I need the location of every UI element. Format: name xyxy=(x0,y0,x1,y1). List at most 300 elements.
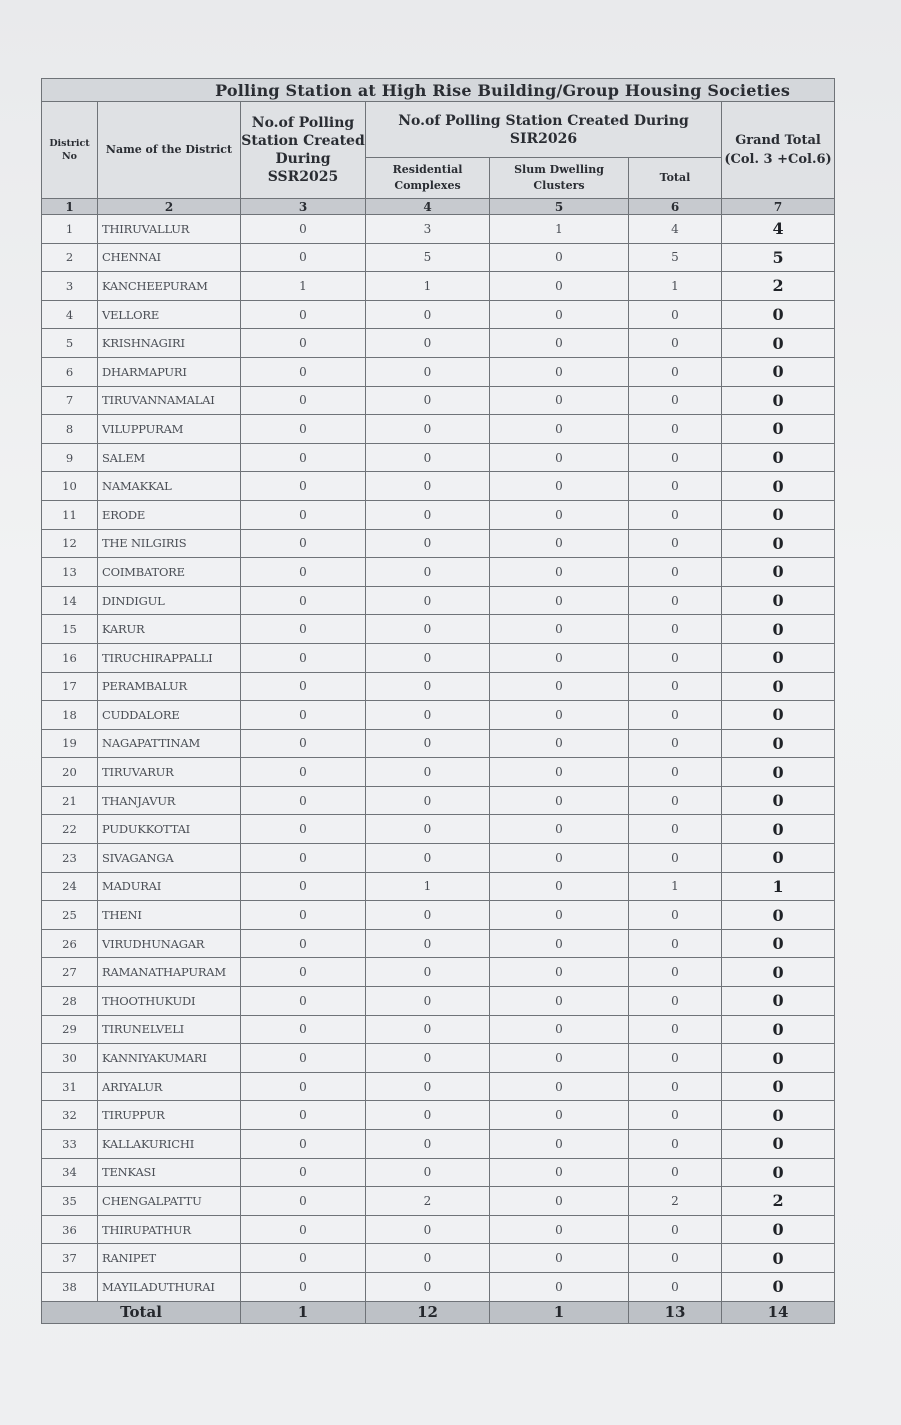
district-no-cell: 1 xyxy=(42,215,98,244)
grand-total-cell: 0 xyxy=(722,672,835,701)
district-no-cell: 21 xyxy=(42,786,98,815)
residential-cell: 0 xyxy=(366,729,490,758)
slum-cell: 0 xyxy=(490,701,629,730)
ssr2025-cell: 0 xyxy=(241,1272,366,1301)
district-no-cell: 32 xyxy=(42,1101,98,1130)
totals-grand: 14 xyxy=(722,1301,835,1323)
table-row xyxy=(42,586,835,615)
grand-total-cell: 0 xyxy=(722,529,835,558)
slum-cell: 0 xyxy=(490,1101,629,1130)
district-name-cell: THE NILGIRIS xyxy=(98,529,241,558)
slum-cell: 0 xyxy=(490,615,629,644)
total-cell: 1 xyxy=(629,872,722,901)
residential-cell: 0 xyxy=(366,929,490,958)
ssr2025-cell: 0 xyxy=(241,1072,366,1101)
slum-cell: 0 xyxy=(490,386,629,415)
district-name-cell: ERODE xyxy=(98,500,241,529)
district-name-cell: SALEM xyxy=(98,443,241,472)
table-row xyxy=(42,987,835,1016)
total-cell: 2 xyxy=(629,1187,722,1216)
totals-residential: 12 xyxy=(366,1301,490,1323)
total-cell: 0 xyxy=(629,1244,722,1273)
total-cell: 0 xyxy=(629,958,722,987)
table-row xyxy=(42,929,835,958)
table-row xyxy=(42,300,835,329)
table-row xyxy=(42,415,835,444)
column-number: 7 xyxy=(722,199,835,215)
grand-total-cell: 0 xyxy=(722,586,835,615)
total-cell: 0 xyxy=(629,987,722,1016)
grand-total-cell: 0 xyxy=(722,1244,835,1273)
grand-total-cell: 0 xyxy=(722,500,835,529)
slum-cell: 0 xyxy=(490,929,629,958)
column-number: 1 xyxy=(42,199,98,215)
residential-cell: 1 xyxy=(366,872,490,901)
grand-total-cell: 0 xyxy=(722,929,835,958)
residential-cell: 0 xyxy=(366,443,490,472)
slum-cell: 0 xyxy=(490,243,629,272)
district-no-cell: 16 xyxy=(42,643,98,672)
district-no-cell: 6 xyxy=(42,357,98,386)
district-name-cell: ARIYALUR xyxy=(98,1072,241,1101)
residential-cell: 0 xyxy=(366,844,490,873)
residential-cell: 0 xyxy=(366,615,490,644)
grand-total-cell: 0 xyxy=(722,958,835,987)
column-number: 5 xyxy=(490,199,629,215)
table-row xyxy=(42,357,835,386)
total-cell: 0 xyxy=(629,357,722,386)
ssr2025-cell: 0 xyxy=(241,1015,366,1044)
table-row xyxy=(42,672,835,701)
total-cell: 1 xyxy=(629,272,722,301)
totals-row xyxy=(42,1301,835,1323)
table-row xyxy=(42,386,835,415)
ssr2025-cell: 0 xyxy=(241,929,366,958)
header-grand-total: Grand Total (Col. 3 +Col.6) xyxy=(722,102,835,199)
ssr2025-cell: 0 xyxy=(241,529,366,558)
total-cell: 0 xyxy=(629,300,722,329)
residential-cell: 0 xyxy=(366,643,490,672)
district-name-cell: TIRUNELVELI xyxy=(98,1015,241,1044)
slum-cell: 0 xyxy=(490,1215,629,1244)
residential-cell: 0 xyxy=(366,901,490,930)
slum-cell: 0 xyxy=(490,1272,629,1301)
total-cell: 0 xyxy=(629,558,722,587)
slum-cell: 0 xyxy=(490,1187,629,1216)
slum-cell: 0 xyxy=(490,758,629,787)
slum-cell: 0 xyxy=(490,1072,629,1101)
slum-cell: 0 xyxy=(490,1244,629,1273)
table-row xyxy=(42,1215,835,1244)
table-row xyxy=(42,1101,835,1130)
ssr2025-cell: 0 xyxy=(241,1101,366,1130)
grand-total-cell: 0 xyxy=(722,472,835,501)
district-name-cell: MADURAI xyxy=(98,872,241,901)
district-no-cell: 20 xyxy=(42,758,98,787)
district-no-cell: 3 xyxy=(42,272,98,301)
residential-cell: 0 xyxy=(366,1158,490,1187)
total-cell: 0 xyxy=(629,844,722,873)
slum-cell: 0 xyxy=(490,1015,629,1044)
district-no-cell: 8 xyxy=(42,415,98,444)
ssr2025-cell: 0 xyxy=(241,500,366,529)
grand-total-cell: 5 xyxy=(722,243,835,272)
residential-cell: 0 xyxy=(366,958,490,987)
district-no-cell: 9 xyxy=(42,443,98,472)
total-cell: 0 xyxy=(629,929,722,958)
grand-total-cell: 0 xyxy=(722,329,835,358)
total-cell: 0 xyxy=(629,415,722,444)
district-no-cell: 38 xyxy=(42,1272,98,1301)
slum-cell: 0 xyxy=(490,300,629,329)
district-name-cell: KALLAKURICHI xyxy=(98,1130,241,1159)
grand-total-cell: 0 xyxy=(722,901,835,930)
district-no-cell: 24 xyxy=(42,872,98,901)
district-name-cell: RAMANATHAPURAM xyxy=(98,958,241,987)
district-no-cell: 36 xyxy=(42,1215,98,1244)
totals-slum: 1 xyxy=(490,1301,629,1323)
table-row xyxy=(42,872,835,901)
column-number: 6 xyxy=(629,199,722,215)
district-no-cell: 22 xyxy=(42,815,98,844)
district-no-cell: 25 xyxy=(42,901,98,930)
table-row xyxy=(42,1072,835,1101)
ssr2025-cell: 0 xyxy=(241,672,366,701)
total-cell: 0 xyxy=(629,643,722,672)
district-no-cell: 14 xyxy=(42,586,98,615)
ssr2025-cell: 0 xyxy=(241,1244,366,1273)
grand-total-cell: 0 xyxy=(722,701,835,730)
ssr2025-cell: 0 xyxy=(241,844,366,873)
residential-cell: 0 xyxy=(366,1215,490,1244)
totals-ssr: 1 xyxy=(241,1301,366,1323)
slum-cell: 0 xyxy=(490,872,629,901)
district-no-cell: 31 xyxy=(42,1072,98,1101)
grand-total-cell: 0 xyxy=(722,558,835,587)
grand-total-cell: 2 xyxy=(722,272,835,301)
table-row xyxy=(42,272,835,301)
district-name-cell: KRISHNAGIRI xyxy=(98,329,241,358)
ssr2025-cell: 0 xyxy=(241,357,366,386)
total-cell: 0 xyxy=(629,786,722,815)
residential-cell: 0 xyxy=(366,1272,490,1301)
ssr2025-cell: 0 xyxy=(241,215,366,244)
grand-total-cell: 0 xyxy=(722,729,835,758)
grand-total-cell: 0 xyxy=(722,1158,835,1187)
ssr2025-cell: 0 xyxy=(241,1130,366,1159)
column-number-row xyxy=(42,199,835,215)
ssr2025-cell: 0 xyxy=(241,758,366,787)
header-sir2026-group: No.of Polling Station Created During SIR2026 xyxy=(366,102,722,158)
residential-cell: 0 xyxy=(366,786,490,815)
district-no-cell: 23 xyxy=(42,844,98,873)
residential-cell: 0 xyxy=(366,357,490,386)
district-name-cell: VELLORE xyxy=(98,300,241,329)
grand-total-cell: 4 xyxy=(722,215,835,244)
slum-cell: 0 xyxy=(490,357,629,386)
total-cell: 0 xyxy=(629,1101,722,1130)
table-row xyxy=(42,1272,835,1301)
district-no-cell: 19 xyxy=(42,729,98,758)
district-no-cell: 2 xyxy=(42,243,98,272)
header-ssr2025: No.of Polling Station Created During SSR2025 xyxy=(241,102,366,199)
district-name-cell: TENKASI xyxy=(98,1158,241,1187)
residential-cell: 0 xyxy=(366,1044,490,1073)
total-cell: 0 xyxy=(629,1272,722,1301)
district-no-cell: 28 xyxy=(42,987,98,1016)
slum-cell: 0 xyxy=(490,558,629,587)
slum-cell: 0 xyxy=(490,586,629,615)
column-number: 2 xyxy=(98,199,241,215)
district-name-cell: VIRUDHUNAGAR xyxy=(98,929,241,958)
district-name-cell: NAMAKKAL xyxy=(98,472,241,501)
grand-total-cell: 0 xyxy=(722,615,835,644)
header-district-no: District No xyxy=(42,102,98,199)
slum-cell: 0 xyxy=(490,643,629,672)
total-cell: 0 xyxy=(629,672,722,701)
table-row xyxy=(42,729,835,758)
district-no-cell: 13 xyxy=(42,558,98,587)
ssr2025-cell: 0 xyxy=(241,329,366,358)
total-cell: 0 xyxy=(629,1215,722,1244)
total-cell: 4 xyxy=(629,215,722,244)
ssr2025-cell: 0 xyxy=(241,1215,366,1244)
header-slum-dwelling-clusters: Slum Dwelling Clusters xyxy=(490,158,629,199)
table-row xyxy=(42,243,835,272)
header-residential-complexes: Residential Complexes xyxy=(366,158,490,199)
district-no-cell: 17 xyxy=(42,672,98,701)
slum-cell: 0 xyxy=(490,786,629,815)
district-name-cell: DHARMAPURI xyxy=(98,357,241,386)
total-cell: 0 xyxy=(629,1044,722,1073)
total-cell: 0 xyxy=(629,815,722,844)
residential-cell: 0 xyxy=(366,1130,490,1159)
district-no-cell: 27 xyxy=(42,958,98,987)
grand-total-cell: 0 xyxy=(722,844,835,873)
slum-cell: 0 xyxy=(490,443,629,472)
slum-cell: 0 xyxy=(490,987,629,1016)
table-row xyxy=(42,558,835,587)
slum-cell: 0 xyxy=(490,529,629,558)
district-no-cell: 5 xyxy=(42,329,98,358)
residential-cell: 1 xyxy=(366,272,490,301)
residential-cell: 0 xyxy=(366,500,490,529)
district-name-cell: NAGAPATTINAM xyxy=(98,729,241,758)
district-name-cell: RANIPET xyxy=(98,1244,241,1273)
district-no-cell: 26 xyxy=(42,929,98,958)
district-no-cell: 4 xyxy=(42,300,98,329)
grand-total-cell: 0 xyxy=(722,1130,835,1159)
column-number: 4 xyxy=(366,199,490,215)
ssr2025-cell: 0 xyxy=(241,872,366,901)
district-name-cell: TIRUVANNAMALAI xyxy=(98,386,241,415)
table-row xyxy=(42,958,835,987)
total-cell: 0 xyxy=(629,901,722,930)
table-row xyxy=(42,901,835,930)
district-name-cell: KARUR xyxy=(98,615,241,644)
ssr2025-cell: 0 xyxy=(241,815,366,844)
total-cell: 0 xyxy=(629,1015,722,1044)
ssr2025-cell: 0 xyxy=(241,615,366,644)
table-row xyxy=(42,815,835,844)
table-row xyxy=(42,472,835,501)
table-row xyxy=(42,1044,835,1073)
total-cell: 0 xyxy=(629,529,722,558)
grand-total-cell: 0 xyxy=(722,815,835,844)
district-no-cell: 11 xyxy=(42,500,98,529)
residential-cell: 0 xyxy=(366,415,490,444)
slum-cell: 1 xyxy=(490,215,629,244)
district-name-cell: TIRUVARUR xyxy=(98,758,241,787)
ssr2025-cell: 0 xyxy=(241,1158,366,1187)
ssr2025-cell: 0 xyxy=(241,901,366,930)
residential-cell: 0 xyxy=(366,1072,490,1101)
residential-cell: 0 xyxy=(366,1015,490,1044)
district-name-cell: THIRUVALLUR xyxy=(98,215,241,244)
table-row xyxy=(42,615,835,644)
residential-cell: 0 xyxy=(366,1244,490,1273)
table-row xyxy=(42,1130,835,1159)
residential-cell: 0 xyxy=(366,1101,490,1130)
residential-cell: 0 xyxy=(366,472,490,501)
grand-total-cell: 0 xyxy=(722,443,835,472)
table-row xyxy=(42,786,835,815)
table-row xyxy=(42,443,835,472)
grand-total-cell: 0 xyxy=(722,786,835,815)
total-cell: 0 xyxy=(629,758,722,787)
totals-label: Total xyxy=(42,1301,241,1323)
grand-total-cell: 0 xyxy=(722,758,835,787)
district-name-cell: DINDIGUL xyxy=(98,586,241,615)
district-no-cell: 12 xyxy=(42,529,98,558)
ssr2025-cell: 0 xyxy=(241,987,366,1016)
table-row xyxy=(42,1187,835,1216)
table-row xyxy=(42,500,835,529)
table-row xyxy=(42,844,835,873)
ssr2025-cell: 0 xyxy=(241,1044,366,1073)
residential-cell: 0 xyxy=(366,529,490,558)
column-number: 3 xyxy=(241,199,366,215)
grand-total-cell: 2 xyxy=(722,1187,835,1216)
residential-cell: 0 xyxy=(366,987,490,1016)
residential-cell: 0 xyxy=(366,586,490,615)
table-row xyxy=(42,529,835,558)
residential-cell: 0 xyxy=(366,300,490,329)
table-row xyxy=(42,643,835,672)
residential-cell: 5 xyxy=(366,243,490,272)
grand-total-cell: 0 xyxy=(722,1072,835,1101)
residential-cell: 2 xyxy=(366,1187,490,1216)
district-no-cell: 15 xyxy=(42,615,98,644)
slum-cell: 0 xyxy=(490,329,629,358)
district-no-cell: 33 xyxy=(42,1130,98,1159)
district-name-cell: TIRUCHIRAPPALLI xyxy=(98,643,241,672)
ssr2025-cell: 0 xyxy=(241,558,366,587)
district-name-cell: KANNIYAKUMARI xyxy=(98,1044,241,1073)
residential-cell: 0 xyxy=(366,815,490,844)
district-name-cell: COIMBATORE xyxy=(98,558,241,587)
table-row xyxy=(42,701,835,730)
ssr2025-cell: 0 xyxy=(241,643,366,672)
residential-cell: 0 xyxy=(366,386,490,415)
table-row xyxy=(42,758,835,787)
residential-cell: 0 xyxy=(366,672,490,701)
district-name-cell: THOOTHUKUDI xyxy=(98,987,241,1016)
slum-cell: 0 xyxy=(490,844,629,873)
ssr2025-cell: 0 xyxy=(241,1187,366,1216)
slum-cell: 0 xyxy=(490,272,629,301)
residential-cell: 0 xyxy=(366,329,490,358)
total-cell: 5 xyxy=(629,243,722,272)
district-name-cell: CHENGALPATTU xyxy=(98,1187,241,1216)
district-no-cell: 30 xyxy=(42,1044,98,1073)
ssr2025-cell: 0 xyxy=(241,701,366,730)
table-row xyxy=(42,329,835,358)
district-name-cell: PUDUKKOTTAI xyxy=(98,815,241,844)
total-cell: 0 xyxy=(629,500,722,529)
district-name-cell: THIRUPATHUR xyxy=(98,1215,241,1244)
ssr2025-cell: 0 xyxy=(241,415,366,444)
district-name-cell: VILUPPURAM xyxy=(98,415,241,444)
total-cell: 0 xyxy=(629,586,722,615)
ssr2025-cell: 0 xyxy=(241,386,366,415)
residential-cell: 0 xyxy=(366,558,490,587)
grand-total-cell: 0 xyxy=(722,987,835,1016)
grand-total-cell: 0 xyxy=(722,1101,835,1130)
grand-total-cell: 1 xyxy=(722,872,835,901)
slum-cell: 0 xyxy=(490,1044,629,1073)
slum-cell: 0 xyxy=(490,901,629,930)
slum-cell: 0 xyxy=(490,1130,629,1159)
district-no-cell: 10 xyxy=(42,472,98,501)
table-row xyxy=(42,215,835,244)
ssr2025-cell: 0 xyxy=(241,472,366,501)
total-cell: 0 xyxy=(629,1130,722,1159)
district-name-cell: THANJAVUR xyxy=(98,786,241,815)
district-name-cell: KANCHEEPURAM xyxy=(98,272,241,301)
district-no-cell: 34 xyxy=(42,1158,98,1187)
slum-cell: 0 xyxy=(490,1158,629,1187)
grand-total-cell: 0 xyxy=(722,415,835,444)
table-title: Polling Station at High Rise Building/Group Housing Societies xyxy=(42,79,835,102)
ssr2025-cell: 0 xyxy=(241,786,366,815)
total-cell: 0 xyxy=(629,472,722,501)
slum-cell: 0 xyxy=(490,815,629,844)
residential-cell: 0 xyxy=(366,758,490,787)
district-no-cell: 37 xyxy=(42,1244,98,1273)
district-name-cell: CHENNAI xyxy=(98,243,241,272)
grand-total-cell: 0 xyxy=(722,1015,835,1044)
ssr2025-cell: 0 xyxy=(241,729,366,758)
slum-cell: 0 xyxy=(490,672,629,701)
district-name-cell: PERAMBALUR xyxy=(98,672,241,701)
ssr2025-cell: 0 xyxy=(241,243,366,272)
totals-total: 13 xyxy=(629,1301,722,1323)
total-cell: 0 xyxy=(629,615,722,644)
district-name-cell: TIRUPPUR xyxy=(98,1101,241,1130)
grand-total-cell: 0 xyxy=(722,1215,835,1244)
grand-total-cell: 0 xyxy=(722,357,835,386)
table-row xyxy=(42,1015,835,1044)
residential-cell: 0 xyxy=(366,701,490,730)
grand-total-cell: 0 xyxy=(722,1272,835,1301)
header-district-name: Name of the District xyxy=(98,102,241,199)
table-row xyxy=(42,1244,835,1273)
district-name-cell: THENI xyxy=(98,901,241,930)
district-name-cell: MAYILADUTHURAI xyxy=(98,1272,241,1301)
grand-total-cell: 0 xyxy=(722,1044,835,1073)
district-name-cell: SIVAGANGA xyxy=(98,844,241,873)
